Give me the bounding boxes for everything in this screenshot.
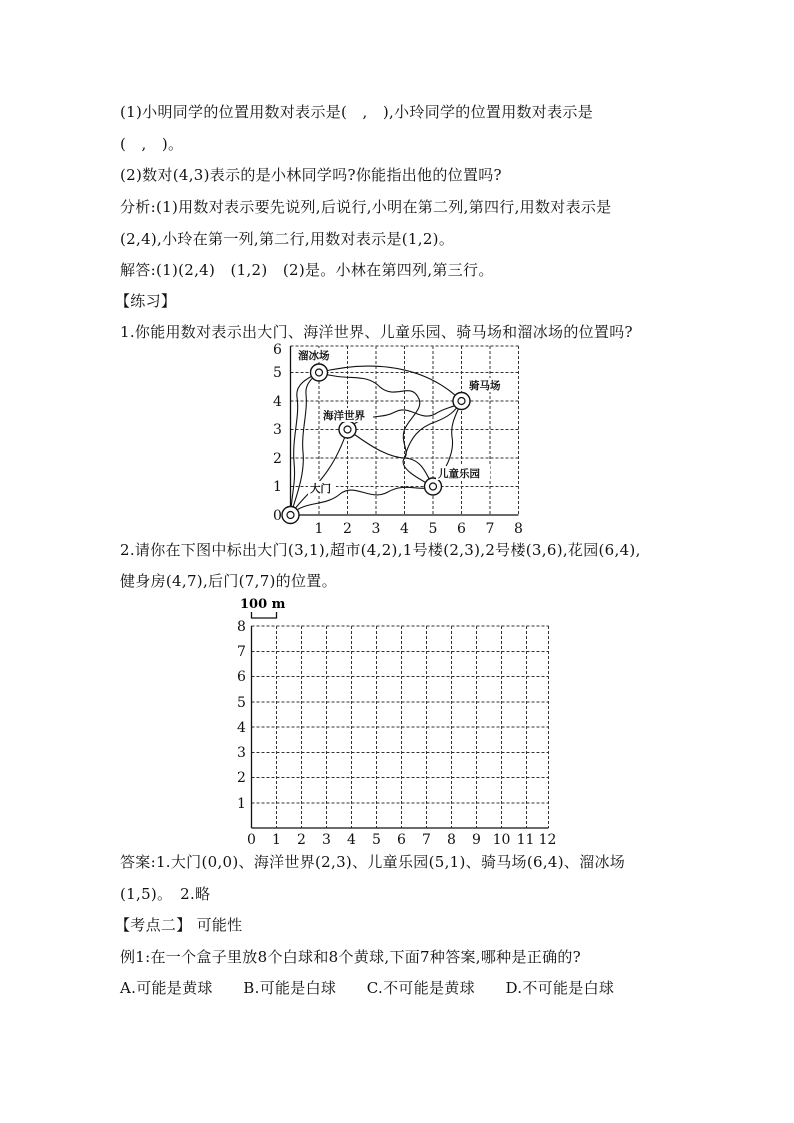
label-gate: 大门 (310, 483, 331, 495)
place-gate-marker (282, 507, 299, 524)
map1-y-tick: 6 (273, 342, 282, 358)
place-horse-marker (453, 393, 470, 410)
map2-x-tick: 9 (472, 832, 481, 848)
map1-x-tick: 6 (457, 521, 466, 537)
map1-x-tick: 3 (371, 521, 381, 537)
practice-1-line: 1.你能用数对表示出大门、海洋世界、儿童乐园、骑马场和溜冰场的位置吗? (120, 323, 633, 341)
map2-x-tick: 11 (516, 832, 535, 848)
label-kids: 儿童乐园 (438, 468, 480, 480)
practice-2-continued: 健身房(4,7),后门(7,7)的位置。 (120, 572, 337, 590)
map2-x-tick: 10 (492, 832, 511, 848)
analysis-line-1: 分析:(1)用数对表示要先说列,后说行,小明在第二列,第四行,用数对表示是 (120, 198, 612, 216)
map2-x-tick: 1 (272, 832, 281, 848)
practice-heading: 【练习】 (115, 292, 177, 310)
map1-y-tick: 4 (273, 394, 282, 410)
answer-practice-line-1: 答案:1.大门(0,0)、海洋世界(2,3)、儿童乐园(5,1)、骑马场(6,4)、溜冰场 (120, 853, 626, 871)
map1-x-tick: 8 (514, 521, 523, 537)
map2-x-tick: 5 (372, 832, 381, 848)
blank-grid-figure (230, 592, 560, 848)
map1-x-tick: 2 (343, 521, 352, 537)
map1-x-tick: 7 (485, 521, 495, 537)
answer-line: 解答:(1)(2,4) (1,2) (2)是。小林在第四列,第三行。 (120, 261, 494, 279)
map1-x-tick: 5 (428, 521, 438, 537)
question-1-continued: ( , )。 (120, 135, 184, 153)
kaodian-2-heading: 【考点二】 可能性 (115, 916, 243, 934)
scale-label: 100 m (240, 597, 286, 612)
map2-x-tick: 12 (538, 832, 557, 848)
map1-x-tick: 4 (400, 521, 409, 537)
example-1-line: 例1:在一个盒子里放8个白球和8个黄球,下面7种答案,哪种是正确的? (120, 948, 582, 966)
map2-y-tick: 3 (237, 745, 246, 761)
question-1-line: (1)小明同学的位置用数对表示是( , ),小玲同学的位置用数对表示是 (120, 103, 593, 121)
map2-grid (252, 626, 549, 828)
practice-2-line: 2.请你在下图中标出大门(3,1),超市(4,2),1号楼(2,3),2号楼(3,6),花园(6,4), (120, 541, 641, 559)
question-2-line: (2)数对(4,3)表示的是小林同学吗?你能指出他的位置吗? (120, 166, 502, 184)
map2-x-tick: 3 (322, 832, 331, 848)
map2-y-tick: 6 (237, 669, 246, 685)
map2-y-tick: 8 (237, 619, 246, 635)
map2-x-tick: 8 (447, 832, 456, 848)
map2-y-tick: 5 (237, 695, 246, 711)
map2-x-tick: 0 (247, 832, 256, 848)
map2-y-tick: 7 (237, 644, 246, 660)
map1-y-tick: 2 (273, 451, 282, 467)
map2-x-tick: 6 (397, 832, 406, 848)
example-1-options: A.可能是黄球 B.可能是白球 C.不可能是黄球 D.不可能是白球 (120, 979, 615, 997)
label-skate: 溜冰场 (298, 350, 330, 362)
place-skate-marker (311, 364, 328, 381)
map1-y-tick: 3 (273, 422, 282, 438)
label-horse: 骑马场 (469, 380, 501, 392)
place-ocean-marker (339, 421, 356, 438)
map2-x-tick: 4 (347, 832, 356, 848)
map2-y-tick: 4 (237, 720, 246, 736)
map1-y-tick: 5 (273, 365, 282, 381)
map2-y-tick: 1 (237, 796, 246, 812)
answer-practice-line-2: (1,5)。 2.略 (120, 885, 211, 903)
map1-y-tick: 1 (273, 479, 282, 495)
map2-x-tick: 7 (422, 832, 431, 848)
scale-bar (252, 612, 277, 618)
analysis-line-2: (2,4),小玲在第一列,第二行,用数对表示是(1,2)。 (120, 230, 455, 248)
park-map-figure (270, 342, 530, 542)
place-kids-marker (425, 478, 442, 495)
map1-origin: 0 (273, 508, 282, 524)
map2-y-tick: 2 (237, 770, 246, 786)
map2-x-tick: 2 (297, 832, 306, 848)
map1-x-tick: 1 (314, 521, 324, 537)
label-ocean: 海洋世界 (323, 410, 365, 422)
